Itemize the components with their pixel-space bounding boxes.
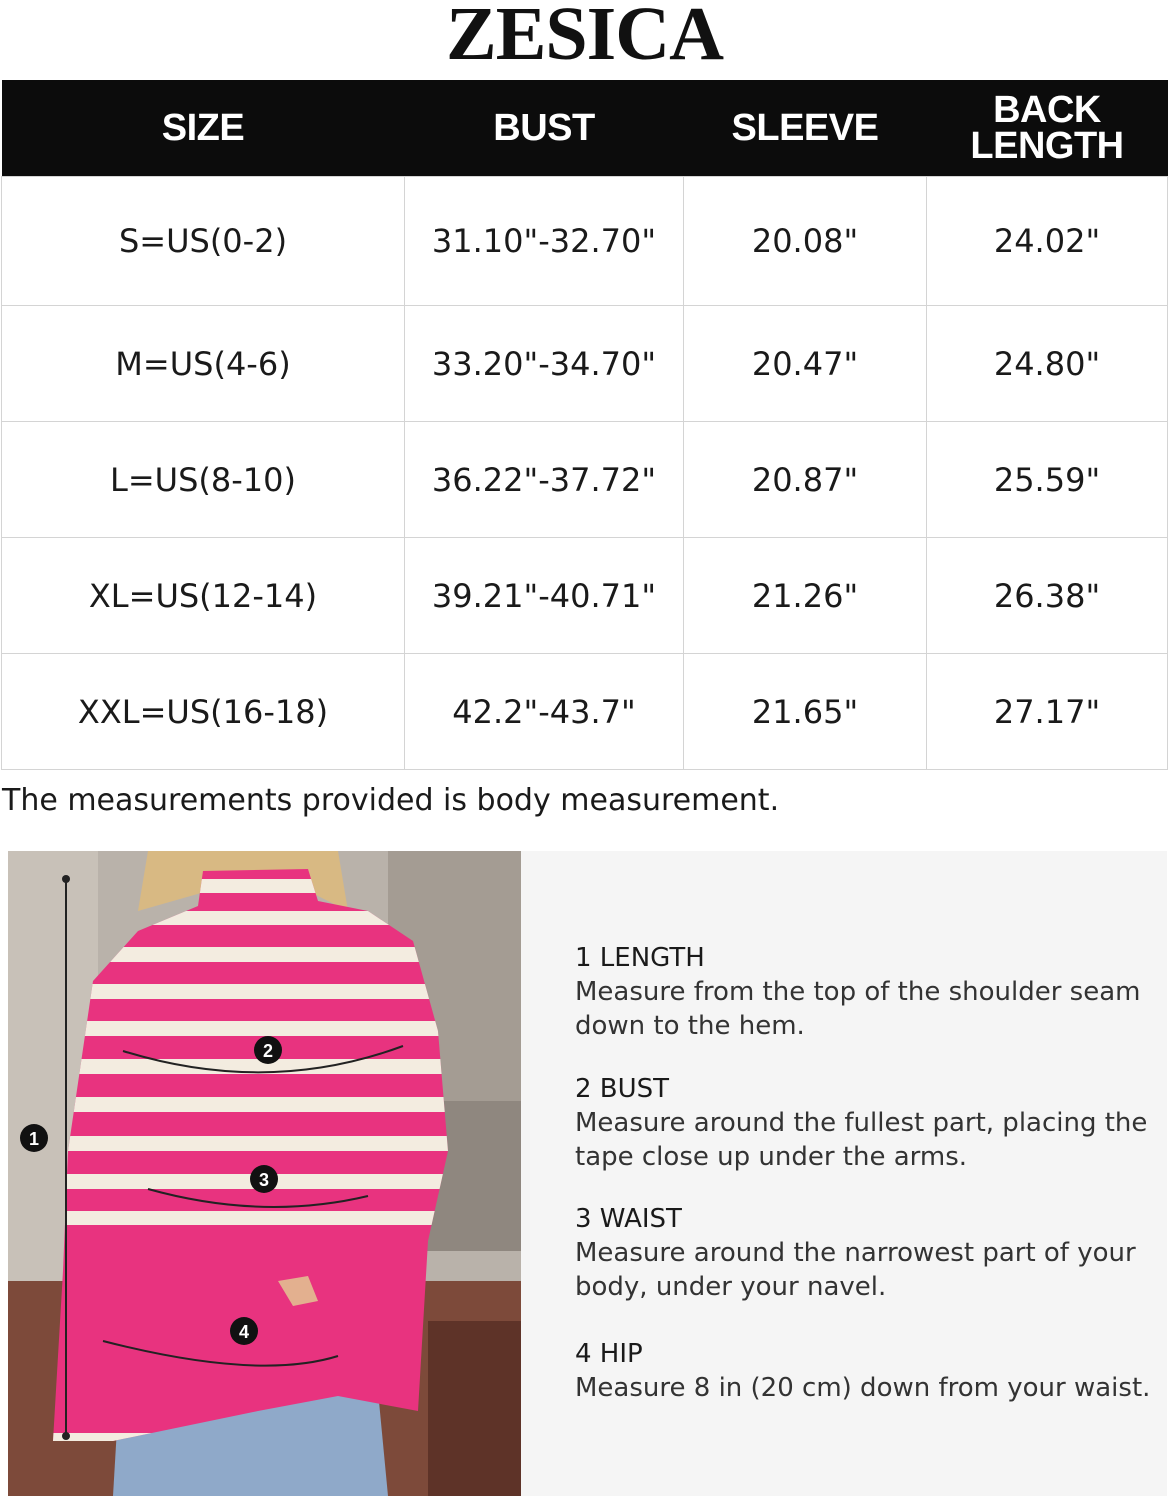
- guide-title: 2 BUST: [575, 1074, 670, 1104]
- marker-4: [230, 1317, 258, 1345]
- cell-sleeve: 21.65": [684, 654, 927, 770]
- cell-size: M=US(4-6): [2, 306, 405, 422]
- table-row: [2, 177, 1168, 306]
- marker-2-label: 2: [262, 1041, 274, 1061]
- brand-logo: ZESICA: [446, 0, 723, 76]
- header-bust: BUST: [405, 80, 684, 177]
- marker-3-label: 3: [258, 1170, 270, 1190]
- cell-size: XL=US(12-14): [2, 538, 405, 654]
- guide-title: 3 WAIST: [575, 1204, 682, 1234]
- doorway: [428, 1321, 521, 1496]
- marker-1: [20, 1124, 48, 1152]
- measurement-note: The measurements provided is body measurement.: [2, 783, 780, 818]
- header-back-length: BACK LENGTH: [927, 80, 1168, 177]
- cell-size: L=US(8-10): [2, 422, 405, 538]
- measuring-guide: [521, 851, 1167, 1496]
- cell-back-length: 27.17": [927, 654, 1168, 770]
- cell-bust: 36.22"-37.72": [405, 422, 684, 538]
- table-row: [2, 654, 1168, 770]
- table-row: [2, 538, 1168, 654]
- cell-size: S=US(0-2): [2, 177, 405, 306]
- marker-2: [254, 1036, 282, 1064]
- cell-bust: 39.21"-40.71": [405, 538, 684, 654]
- guide-title: 4 HIP: [575, 1339, 643, 1369]
- header-size: SIZE: [2, 80, 405, 177]
- guide-item-length: [575, 941, 1155, 1043]
- guide-text: Measure from the top of the shoulder seam down to the hem.: [575, 977, 1141, 1041]
- cell-bust: 31.10"-32.70": [405, 177, 684, 306]
- header-sleeve: SLEEVE: [684, 80, 927, 177]
- cell-sleeve: 20.08": [684, 177, 927, 306]
- guide-item-bust: [575, 1072, 1155, 1174]
- cell-back-length: 24.80": [927, 306, 1168, 422]
- guide-text: Measure around the narrowest part of your body, under your navel.: [575, 1238, 1136, 1302]
- cell-sleeve: 21.26": [684, 538, 927, 654]
- guide-item-hip: [575, 1337, 1155, 1405]
- marker-1-label: 1: [28, 1129, 40, 1149]
- marker-3: [250, 1165, 278, 1193]
- marker-4-label: 4: [238, 1322, 250, 1342]
- cell-sleeve: 20.47": [684, 306, 927, 422]
- cell-sleeve: 20.87": [684, 422, 927, 538]
- cell-back-length: 24.02": [927, 177, 1168, 306]
- table-header-row: [2, 80, 1168, 177]
- guide-item-waist: [575, 1202, 1155, 1304]
- table-row: [2, 306, 1168, 422]
- cell-bust: 33.20"-34.70": [405, 306, 684, 422]
- cell-bust: 42.2"-43.7": [405, 654, 684, 770]
- guide-text: Measure around the fullest part, placing the tape close up under the arms.: [575, 1108, 1148, 1172]
- cell-back-length: 25.59": [927, 422, 1168, 538]
- guide-text: Measure 8 in (20 cm) down from your waist.: [575, 1373, 1151, 1403]
- cell-size: XXL=US(16-18): [2, 654, 405, 770]
- table-row: [2, 422, 1168, 538]
- cell-back-length: 26.38": [927, 538, 1168, 654]
- size-chart-table: [1, 80, 1168, 770]
- model-photo: [8, 851, 521, 1496]
- guide-title: 1 LENGTH: [575, 943, 705, 973]
